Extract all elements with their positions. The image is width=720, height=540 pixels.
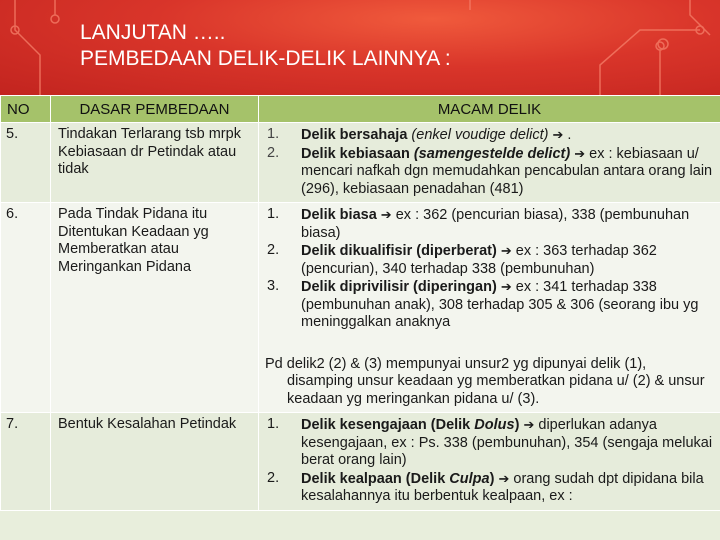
header-no: NO [1, 96, 51, 123]
right-arrow-icon: ➔ [523, 417, 535, 432]
row-basis: Bentuk Kesalahan Petindak [51, 413, 259, 511]
right-arrow-icon: ➔ [500, 279, 512, 294]
table-row [1, 123, 720, 203]
item-desc: ex : kebiasaan u/ mencari nafkah dgn memudahkan pencabulan antara orang lain (296), kebiasaan penadahan (481) [301, 145, 713, 197]
item-number: 3. [267, 278, 280, 294]
item-number: 1. [267, 126, 280, 142]
item-number: 2. [267, 242, 280, 258]
item-term-foreign: Culpa [449, 470, 490, 487]
item-number: 2. [267, 469, 280, 486]
item-term: Delik biasa [301, 207, 377, 223]
row-number: 6. [1, 203, 51, 413]
item-term-foreign: (samengestelde delict) [409, 145, 575, 162]
item-desc: . [567, 127, 572, 143]
list-item [265, 416, 714, 470]
right-arrow-icon: ➔ [552, 127, 564, 142]
table-row [1, 203, 720, 413]
list-item [265, 206, 714, 242]
item-number: 2. [267, 144, 280, 161]
right-arrow-icon: ➔ [380, 207, 392, 222]
item-desc: diperlukan adanya kesengajaan, ex : Ps. 338 (pembunuhan), 354 (sengaja melukai berat orang lain) [301, 417, 713, 468]
item-term: Delik diprivilisir (diperingan) [301, 279, 497, 295]
title-line-1: LANJUTAN ….. [80, 21, 226, 44]
table-header-row [1, 96, 720, 123]
item-term: Delik kealpaan (Delik [301, 470, 450, 487]
list-item [265, 126, 714, 145]
item-desc: ex : 341 terhadap 338 (pembunuhan anak), 308 terhadap 305 & 306 (seorang ibu yg meninggalkan anaknya [301, 279, 699, 330]
header-types: MACAM DELIK [259, 96, 720, 123]
item-term-end: ) [514, 417, 520, 433]
slide-title [80, 20, 451, 72]
right-arrow-icon: ➔ [500, 243, 512, 258]
item-term: Delik kesengajaan (Delik [301, 417, 475, 433]
row-note: Pd delik2 (2) & (3) mempunyai unsur2 yg dipunyai delik (1), disamping unsur keadaan yg memberatkan pidana u/ (2) & unsur keadaan yg meringankan pidana u/ (3). [265, 355, 705, 407]
header-basis: DASAR PEMBEDAAN [51, 96, 259, 123]
list-item [265, 470, 714, 506]
list-item [265, 242, 714, 278]
item-term-foreign: Dolus [474, 417, 515, 433]
right-arrow-icon: ➔ [498, 470, 510, 486]
row-types [259, 123, 720, 203]
list-item [265, 278, 714, 332]
slide-header [0, 0, 720, 95]
row-number: 5. [1, 123, 51, 203]
row-number: 7. [1, 413, 51, 511]
item-number: 1. [267, 416, 280, 432]
item-term: Delik bersahaja [301, 127, 408, 143]
item-desc: orang sudah dpt dipidana bila kesalahannya itu berbentuk kealpaan, ex : [301, 470, 704, 504]
title-line-2: PEMBEDAAN DELIK-DELIK LAINNYA : [80, 47, 451, 70]
item-desc: ex : 362 (pencurian biasa), 338 (pembunuhan biasa) [301, 207, 690, 241]
item-number: 1. [267, 206, 280, 222]
right-arrow-icon: ➔ [574, 145, 586, 161]
item-term: Delik kebiasaan [301, 145, 410, 162]
offense-classification-table [0, 95, 720, 511]
item-term: Delik dikualifisir (diperberat) [301, 243, 497, 259]
list-item [265, 145, 714, 199]
row-basis: Tindakan Terlarang tsb mrpk Kebiasaan dr Petindak atau tidak [51, 123, 259, 203]
row-types [259, 203, 720, 413]
item-term-foreign: (enkel voudige delict) [407, 127, 553, 143]
table-row [1, 413, 720, 511]
row-basis: Pada Tindak Pidana itu Ditentukan Keadaan yg Memberatkan atau Meringankan Pidana [51, 203, 259, 413]
item-term-end: ) [489, 470, 495, 487]
row-types [259, 413, 720, 511]
item-desc: ex : 363 terhadap 362 (pencurian), 340 terhadap 338 (pembunuhan) [301, 243, 657, 277]
